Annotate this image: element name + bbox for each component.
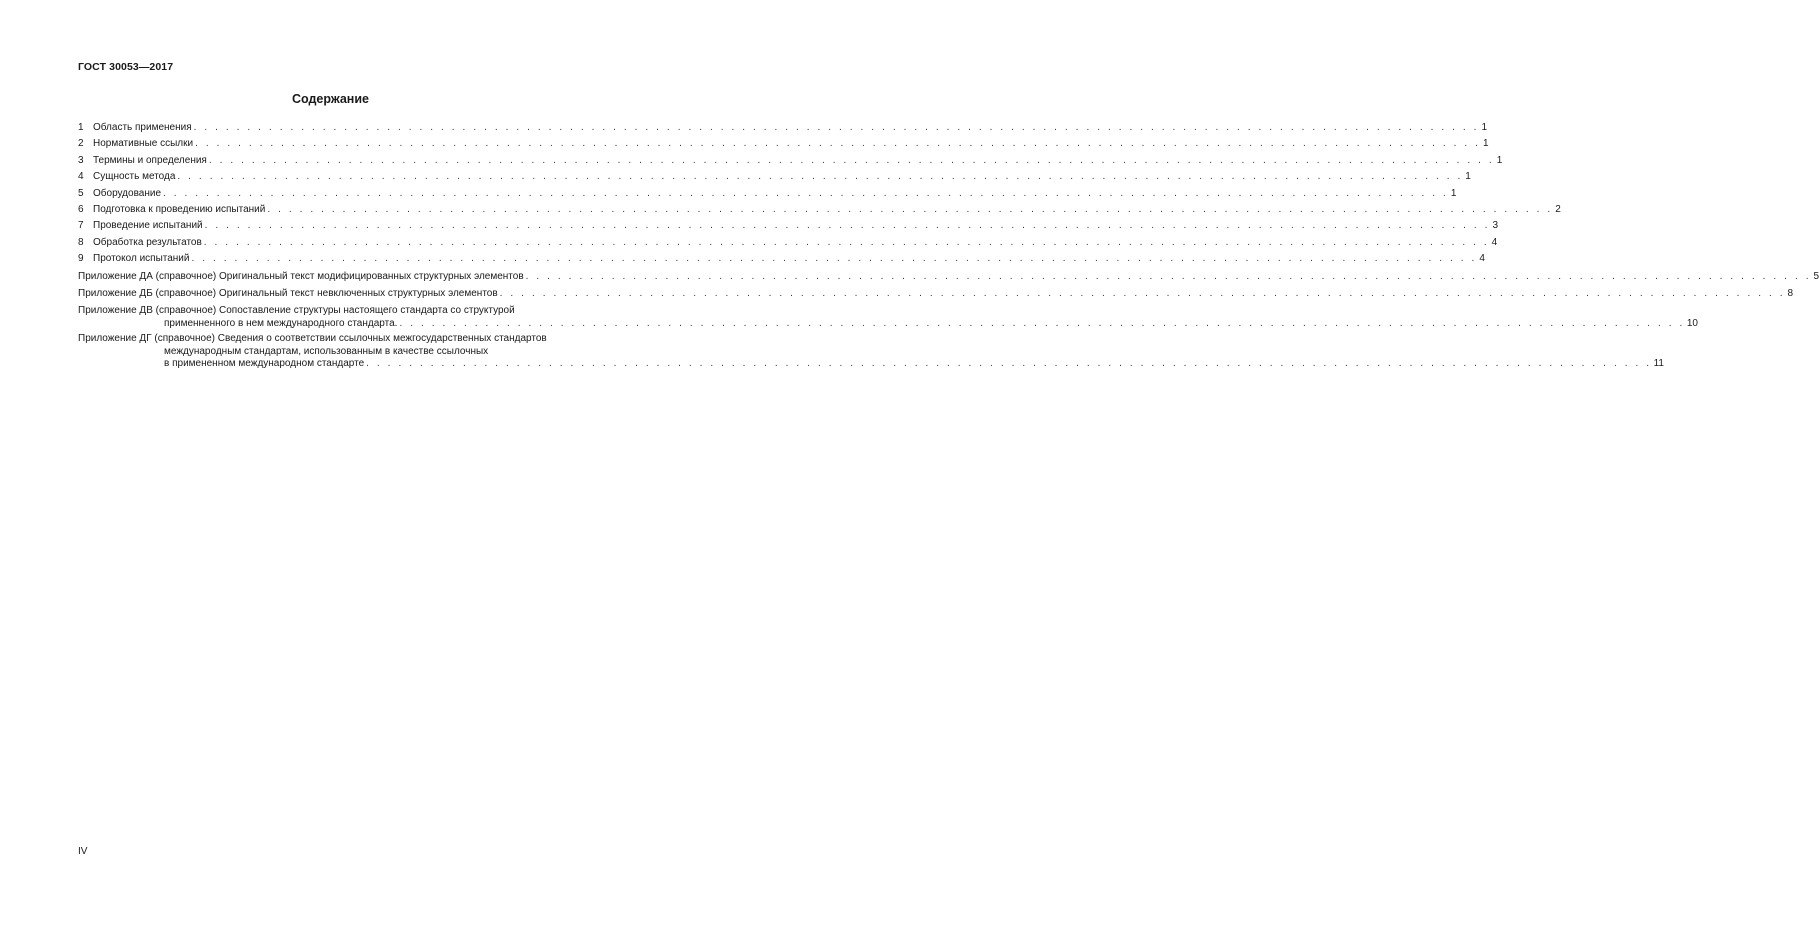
toc-appendix-text: применненного в нем международного стандарта. — [164, 317, 398, 329]
document-code: ГОСТ 30053—2017 — [78, 61, 174, 73]
toc-entry-number: 3 — [78, 154, 84, 166]
toc-leader-dots: . . . . . . . . . . . . . . . . . . . . . . . . . . . . . . . . . . . . . . . . . . . . . . . . . . . . . . . . . . . . . . . . . . . . . . . . . . . . . . . . . . . . . . . . . . . . . . . . . . . . . . . . . . . . . . . . . . . . . . . . — [366, 358, 1652, 370]
toc-appendix-entry[interactable] — [78, 305, 1698, 332]
toc-entry-title: Сущность метода — [93, 171, 176, 183]
toc-appendix-page: 5 — [1813, 270, 1819, 282]
toc-entry[interactable] — [78, 220, 1499, 236]
toc-leader-dots: . . . . . . . . . . . . . . . . . . . . . . . . . . . . . . . . . . . . . . . . . . . . . . . . . . . . . . . . . . . . . . . . . . . . . . . . . . . . . . . . . . . . . . . . . . . . . . . . . . . . . . . . . . . . . . . . . . . . . . . . — [177, 171, 1463, 183]
toc-entry-page: 1 — [1481, 122, 1488, 133]
toc-appendix-page: 8 — [1787, 287, 1794, 299]
contents-title: Содержание — [291, 92, 369, 106]
toc-entry[interactable] — [78, 154, 1503, 171]
toc-leader-dots: . . . . . . . . . . . . . . . . . . . . . . . . . . . . . . . . . . . . . . . . . . . . . . . . . . . . . . . . . . . . . . . . . . . . . . . . . . . . . . . . . . . . . . . . . . . . . . . . . . . . . . . . . . . . . . . . . . . . . . . . — [525, 270, 1812, 282]
toc-leader-dots: . . . . . . . . . . . . . . . . . . . . . . . . . . . . . . . . . . . . . . . . . . . . . . . . . . . . . . . . . . . . . . . . . . . . . . . . . . . . . . . . . . . . . . . . . . . . . . . . . . . . . . . . . . . . . . . . . . . . . . . . — [208, 154, 1495, 166]
toc-entry-number: 2 — [78, 138, 84, 150]
toc-entry-title: Область применения — [93, 122, 192, 133]
toc-entry-page: 3 — [1492, 220, 1499, 232]
toc-leader-dots: . . . . . . . . . . . . . . . . . . . . . . . . . . . . . . . . . . . . . . . . . . . . . . . . . . . . . . . . . . . . . . . . . . . . . . . . . . . . . . . . . . . . . . . . . . . . . . . . . . . . . . . . . . . . . . . . . . . . . . . . — [203, 236, 1490, 248]
toc-appendix-text: Приложение ДГ (справочное) Сведения о соответствии ссылочных межгосударственных стандартов — [78, 333, 547, 345]
toc-entry[interactable] — [78, 138, 1489, 154]
toc-entry-title: Протокол испытаний — [93, 253, 190, 265]
toc-entry-page: 1 — [1465, 171, 1471, 183]
toc-entry-number: 6 — [78, 203, 84, 215]
toc-appendix-text: Приложение ДА (справочное) Оригинальный текст модифицированных структурных элементов — [78, 270, 524, 282]
toc-entry-number: 8 — [78, 236, 84, 248]
toc-entry-title: Обработка результатов — [93, 236, 202, 248]
toc-leader-dots: . . . . . . . . . . . . . . . . . . . . . . . . . . . . . . . . . . . . . . . . . . . . . . . . . . . . . . . . . . . . . . . . . . . . . . . . . . . . . . . . . . . . . . . . . . . . . . . . . . . . . . . . . . . . . . . . . . . . . . . . — [193, 122, 1480, 133]
toc-entry-number: 7 — [78, 220, 84, 232]
toc-leader-dots: . . . . . . . . . . . . . . . . . . . . . . . . . . . . . . . . . . . . . . . . . . . . . . . . . . . . . . . . . . . . . . . . . . . . . . . . . . . . . . . . . . . . . . . . . . . . . . . . . . . . . . . . . . . . . . . . . . . . . . . . — [163, 187, 1449, 199]
toc-entry-page: 2 — [1555, 203, 1561, 215]
toc-entry-page: 1 — [1482, 138, 1489, 150]
toc-appendix-entry[interactable] — [78, 333, 1664, 373]
toc-entry-number: 5 — [78, 187, 84, 199]
toc-entry-number: 1 — [78, 122, 84, 133]
toc-appendix-page: 10 — [1686, 317, 1698, 329]
toc-leader-dots: . . . . . . . . . . . . . . . . . . . . . . . . . . . . . . . . . . . . . . . . . . . . . . . . . . . . . . . . . . . . . . . . . . . . . . . . . . . . . . . . . . . . . . . . . . . . . . . . . . . . . . . . . . . . . . . . . . . . . . . . — [204, 220, 1491, 232]
toc-appendix-text: Приложение ДБ (справочное) Оригинальный текст невключенных структурных элементов — [78, 287, 498, 299]
toc-entry-title: Нормативные ссылки — [93, 138, 194, 150]
toc-entry-title: Проведение испытаний — [93, 220, 203, 232]
toc-entry-title: Термины и определения — [93, 154, 207, 166]
toc-appendix-text: Приложение ДВ (справочное) Сопоставление структуры настоящего стандарта со структурой — [78, 305, 515, 317]
toc-appendix-entry[interactable] — [78, 287, 1794, 304]
toc-entry[interactable] — [78, 171, 1471, 187]
toc-entry[interactable] — [78, 187, 1457, 204]
toc-entry-title: Подготовка к проведению испытаний — [93, 203, 266, 215]
toc-entry-page: 1 — [1450, 187, 1457, 199]
toc-appendix-text: в примененном международном стандарте — [164, 358, 365, 370]
toc-entry-number: 4 — [78, 171, 84, 183]
toc-entry[interactable] — [78, 122, 1488, 138]
toc-entry[interactable] — [78, 203, 1561, 220]
toc-entry-page: 4 — [1491, 236, 1498, 248]
toc-entry-page: 1 — [1496, 154, 1503, 166]
toc-appendix-entry[interactable] — [78, 270, 1819, 287]
toc-entry[interactable] — [78, 236, 1498, 253]
toc-leader-dots: . . . . . . . . . . . . . . . . . . . . . . . . . . . . . . . . . . . . . . . . . . . . . . . . . . . . . . . . . . . . . . . . . . . . . . . . . . . . . . . . . . . . . . . . . . . . . . . . . . . . . . . . . . . . . . . . . . . . . . . . — [195, 138, 1481, 150]
toc-leader-dots: . . . . . . . . . . . . . . . . . . . . . . . . . . . . . . . . . . . . . . . . . . . . . . . . . . . . . . . . . . . . . . . . . . . . . . . . . . . . . . . . . . . . . . . . . . . . . . . . . . . . . . . . . . . . . . . . . . . . . . . . — [399, 317, 1685, 329]
toc-entry-number: 9 — [78, 253, 84, 265]
table-of-contents — [78, 122, 1819, 373]
toc-leader-dots: . . . . . . . . . . . . . . . . . . . . . . . . . . . . . . . . . . . . . . . . . . . . . . . . . . . . . . . . . . . . . . . . . . . . . . . . . . . . . . . . . . . . . . . . . . . . . . . . . . . . . . . . . . . . . . . . . . . . . . . . — [191, 253, 1477, 265]
toc-appendix-text: международным стандартам, использованным в качестве ссылочных — [164, 345, 489, 357]
toc-leader-dots: . . . . . . . . . . . . . . . . . . . . . . . . . . . . . . . . . . . . . . . . . . . . . . . . . . . . . . . . . . . . . . . . . . . . . . . . . . . . . . . . . . . . . . . . . . . . . . . . . . . . . . . . . . . . . . . . . . . . . . . . — [499, 287, 1786, 299]
toc-entry-page: 4 — [1479, 253, 1485, 265]
toc-entry[interactable] — [78, 253, 1485, 269]
toc-appendix-page: 11 — [1653, 358, 1664, 370]
toc-leader-dots: . . . . . . . . . . . . . . . . . . . . . . . . . . . . . . . . . . . . . . . . . . . . . . . . . . . . . . . . . . . . . . . . . . . . . . . . . . . . . . . . . . . . . . . . . . . . . . . . . . . . . . . . . . . . . . . . . . . . . . . . — [267, 203, 1553, 215]
page-number: IV — [78, 846, 88, 857]
toc-entry-title: Оборудование — [93, 187, 162, 199]
